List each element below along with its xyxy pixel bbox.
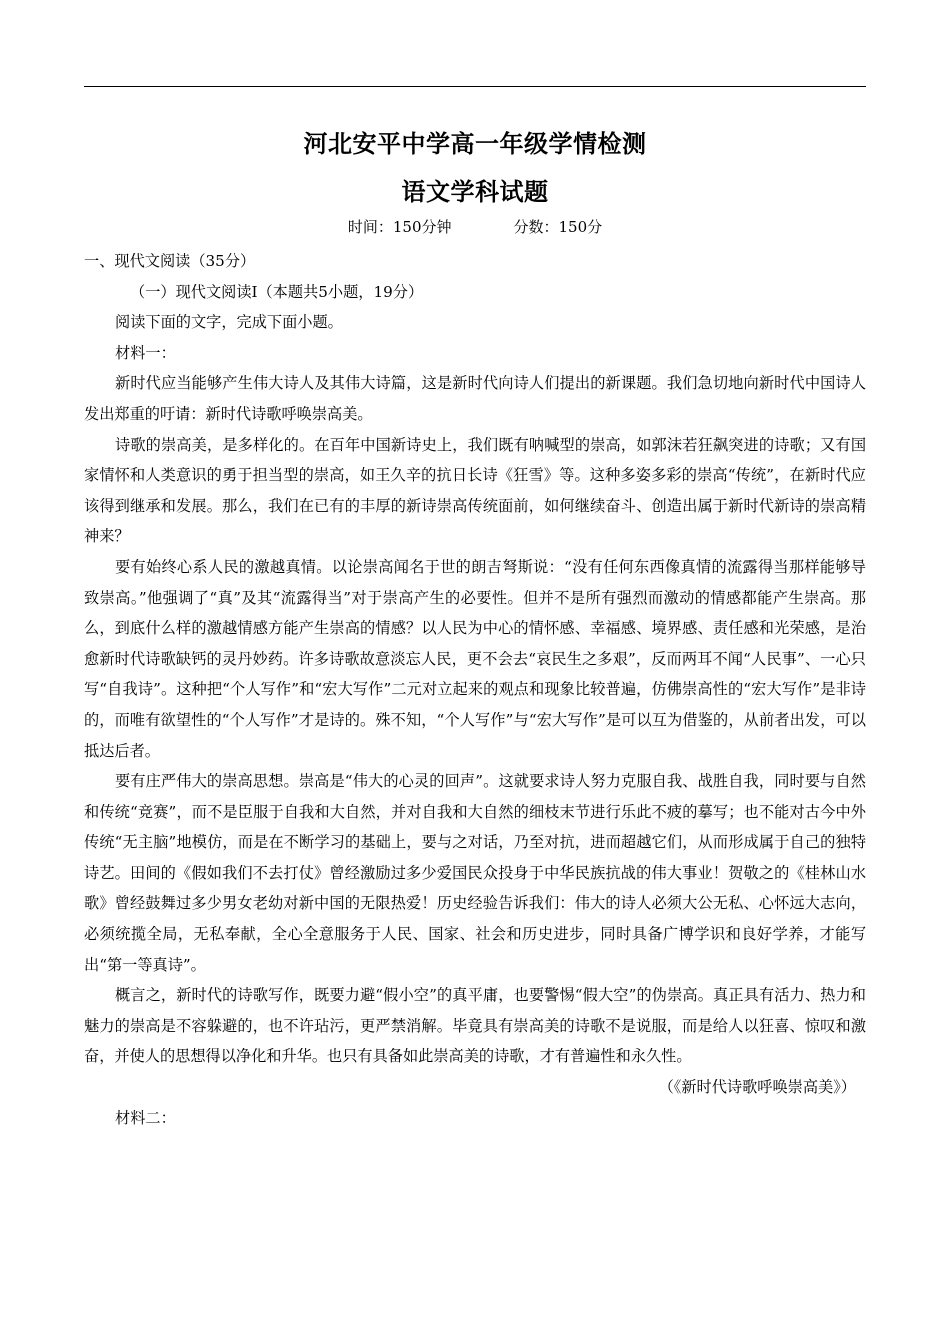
exam-title: 河北安平中学高一年级学情检测 — [303, 129, 647, 158]
material2-label: 材料二： — [115, 1108, 176, 1127]
instruction-text: 阅读下面的文字，完成下面小题。 — [115, 313, 343, 332]
document-body — [84, 246, 866, 1133]
sub-section-heading: （一）现代文阅读Ⅰ（本题共5小题，19分） — [130, 282, 424, 301]
exam-score: 分数：150分 — [513, 218, 603, 236]
material1-label: 材料一： — [115, 343, 176, 362]
source-citation: （《新时代诗歌呼唤崇高美》） — [658, 1078, 856, 1097]
exam-meta — [0, 216, 950, 237]
section-heading: 一、现代文阅读（35分） — [84, 252, 256, 270]
exam-subtitle: 语文学科试题 — [401, 177, 549, 206]
paragraph: 要有始终心系人民的激越真情。以论崇高闻名于世的朗吉弩斯说：“没有任何东西像真情的流露得当那样能够导致崇高。”他强调了“真”及其“流露得当”对于崇高产生的必要性。但并不是所有强烈而激动的情感都能产生崇高。那么，到底什么样的激越情感方能产生崇高的情感？以人民为中心的情怀感、幸福感、境界感、责任感和光荣感，是治愈新时代诗歌缺钙的灵丹妙药。许多诗歌故意淡忘人民，更不会去“哀民生之多艰”，反而两耳不闻“人民事”、一心只写“自我诗”。这种把“个人写作”和“宏大写作”二元对立起来的观点和现象比较普遍，仿佛崇高性的“宏大写作”是非诗的，而唯有欲望性的“个人写作”才是诗的。殊不知，“个人写作”与“宏大写作”是可以互为借鉴的，从前者出发，可以抵达后者。 — [84, 557, 866, 760]
top-rule — [84, 86, 866, 87]
paragraph: 要有庄严伟大的崇高思想。崇高是“伟大的心灵的回声”。这就要求诗人努力克服自我、战胜自我，同时要与自然和传统“竞赛”，而不是臣服于自我和大自然，并对自我和大自然的细枝末节进行乐此不疲的摹写；也不能对古今中外传统“无主脑”地模仿，而是在不断学习的基础上，要与之对话，乃至对抗，进而超越它们，从而形成属于自己的独特诗艺。田间的《假如我们不去打仗》曾经激励过多少爱国民众投身于中华民族抗战的伟大事业！贺敬之的《桂林山水歌》曾经鼓舞过多少男女老幼对新中国的无限热爱！历史经验告诉我们：伟大的诗人必须大公无私、心怀远大志向，必须统揽全局，无私奉献，全心全意服务于人民、国家、社会和历史进步，同时具备广博学识和良好学养，才能写出“第一等真诗”。 — [84, 772, 866, 974]
exam-time: 时间：150分钟 — [347, 218, 452, 236]
paragraph: 新时代应当能够产生伟大诗人及其伟大诗篇，这是新时代向诗人们提出的新课题。我们急切地向新时代中国诗人发出郑重的吁请：新时代诗歌呼唤崇高美。 — [84, 374, 866, 423]
paragraph: 概言之，新时代的诗歌写作，既要力避“假小空”的真平庸，也要警惕“假大空”的伪崇高。真正具有活力、热力和魅力的崇高是不容躲避的，也不许玷污，更严禁消解。毕竟具有崇高美的诗歌不是说服，而是给人以狂喜、惊叹和激奋，并使人的思想得以净化和升华。也只有具备如此崇高美的诗歌，才有普遍性和永久性。 — [84, 986, 866, 1066]
paragraph: 诗歌的崇高美，是多样化的。在百年中国新诗史上，我们既有呐喊型的崇高，如郭沫若狂飙突进的诗歌；又有国家情怀和人类意识的勇于担当型的崇高，如王久辛的抗日长诗《狂雪》等。这种多姿多彩的崇高“传统”，在新时代应该得到继承和发展。那么，我们在已有的丰厚的新诗崇高传统面前，如何继续奋斗、创造出属于新时代新诗的崇高精神来？ — [84, 435, 866, 546]
